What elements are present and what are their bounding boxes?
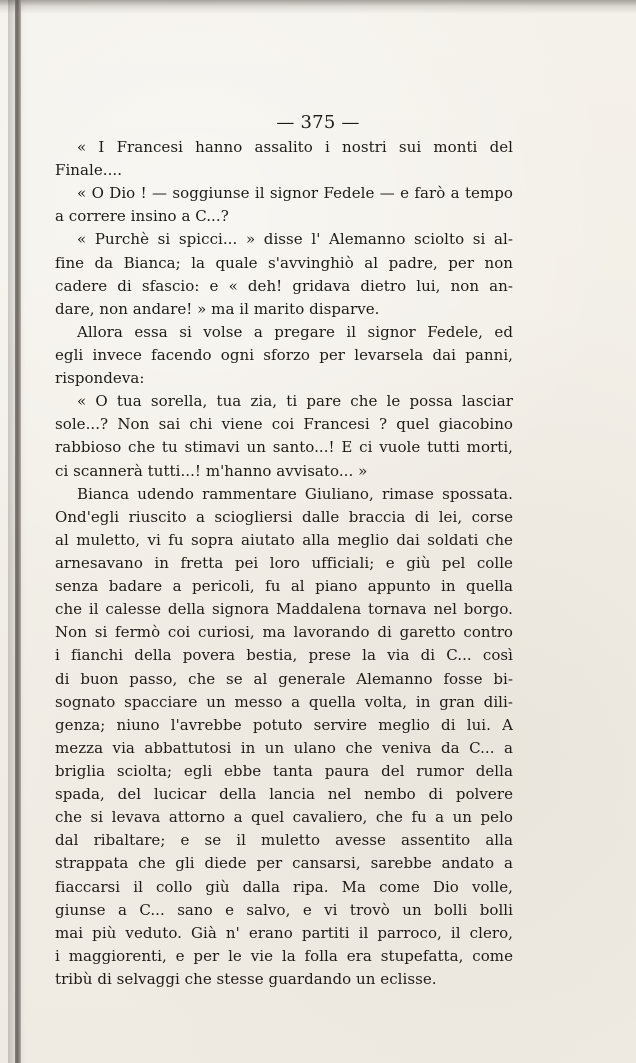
text-line: Allora essa si volse a pregare il signor Fedele, ed — [77, 322, 513, 341]
text-line: giunse a C... sano e salvo, e vi trovò un bolli bolli — [55, 900, 513, 919]
text-line: Finale.... — [55, 161, 123, 180]
text-line: dare, non andare! » ma il marito disparve. — [55, 299, 380, 318]
text-line: « I Francesi hanno assalito i nostri sui monti del — [77, 138, 513, 156]
text-line: tribù di selvaggi che stesse guardando un eclisse. — [55, 969, 437, 988]
text-line: « Purchè si spicci... » disse l' Alemanno sciolto si al- — [77, 230, 513, 249]
text-line: a correre insino a C...? — [55, 207, 229, 226]
text-line: Non si fermò coi curiosi, ma lavorando di garetto contro — [55, 623, 513, 642]
text-line: fine da Bianca; la quale s'avvinghiò al padre, per non — [55, 253, 513, 272]
text-line: che il calesse della signora Maddalena tornava nel borgo. — [55, 600, 513, 619]
text-line: rispondeva: — [55, 369, 145, 388]
text-line: cadere di sfascio: e « deh! gridava dietro lui, non an- — [55, 276, 513, 295]
text-line: briglia sciolta; egli ebbe tanta paura del rumor della — [55, 761, 513, 780]
text-line: dal ribaltare; e se il muletto avesse assentito alla — [55, 831, 513, 850]
text-line: di buon passo, che se al generale Alemanno fosse bi- — [55, 669, 513, 688]
text-line: strappata che gli diede per cansarsi, sarebbe andato a — [55, 854, 513, 873]
text-line: mezza via abbattutosi in un ulano che veniva da C... a — [55, 738, 513, 757]
body-text — [55, 136, 513, 991]
text-line: spada, del lucicar della lancia nel nembo di polvere — [55, 785, 513, 804]
text-line: sole...? Non sai chi viene coi Francesi ? quel giacobino — [55, 415, 513, 434]
text-line: ci scannerà tutti...! m'hanno avvisato... » — [55, 461, 368, 480]
text-line: Ond'egli riuscito a sciogliersi dalle braccia di lei, corse — [55, 507, 513, 526]
text-line: fiaccarsi il collo giù dalla ripa. Ma come Dio volle, — [55, 877, 513, 896]
text-line: che si levava attorno a quel cavaliero, che fu a un pelo — [55, 808, 513, 827]
text-line: rabbioso che tu stimavi un santo...! E ci vuole tutti morti, — [55, 438, 513, 457]
text-line: i fianchi della povera bestia, prese la via di C... così — [55, 646, 513, 665]
text-line: senza badare a pericoli, fu al piano appunto in quella — [55, 577, 513, 596]
text-line: Bianca udendo rammentare Giuliano, rimase spossata. — [77, 484, 513, 503]
text-line: « O tua sorella, tua zia, ti pare che le possa lasciar — [77, 392, 513, 411]
text-line: egli invece facendo ogni sforzo per levarsela dai panni, — [55, 345, 513, 364]
text-line: genza; niuno l'avrebbe potuto servire meglio di lui. A — [55, 715, 513, 734]
text-line: al muletto, vi fu sopra aiutato alla meglio dai soldati che — [55, 530, 513, 549]
text-line: sognato spacciare un messo a quella volta, in gran dili- — [55, 692, 513, 711]
text-line: mai più veduto. Già n' erano partiti il parroco, il clero, — [55, 923, 513, 942]
text-line: i maggiorenti, e per le vie la folla era stupefatta, come — [55, 946, 513, 965]
page-top-shadow — [0, 0, 636, 14]
text-line: arnesavano in fretta pei loro ufficiali; e giù pel colle — [55, 553, 513, 572]
page-number: — 375 — — [276, 112, 360, 133]
text-line: « O Dio ! — soggiunse il signor Fedele — e farò a tempo — [77, 184, 513, 203]
binding-edge-line — [15, 0, 21, 1063]
